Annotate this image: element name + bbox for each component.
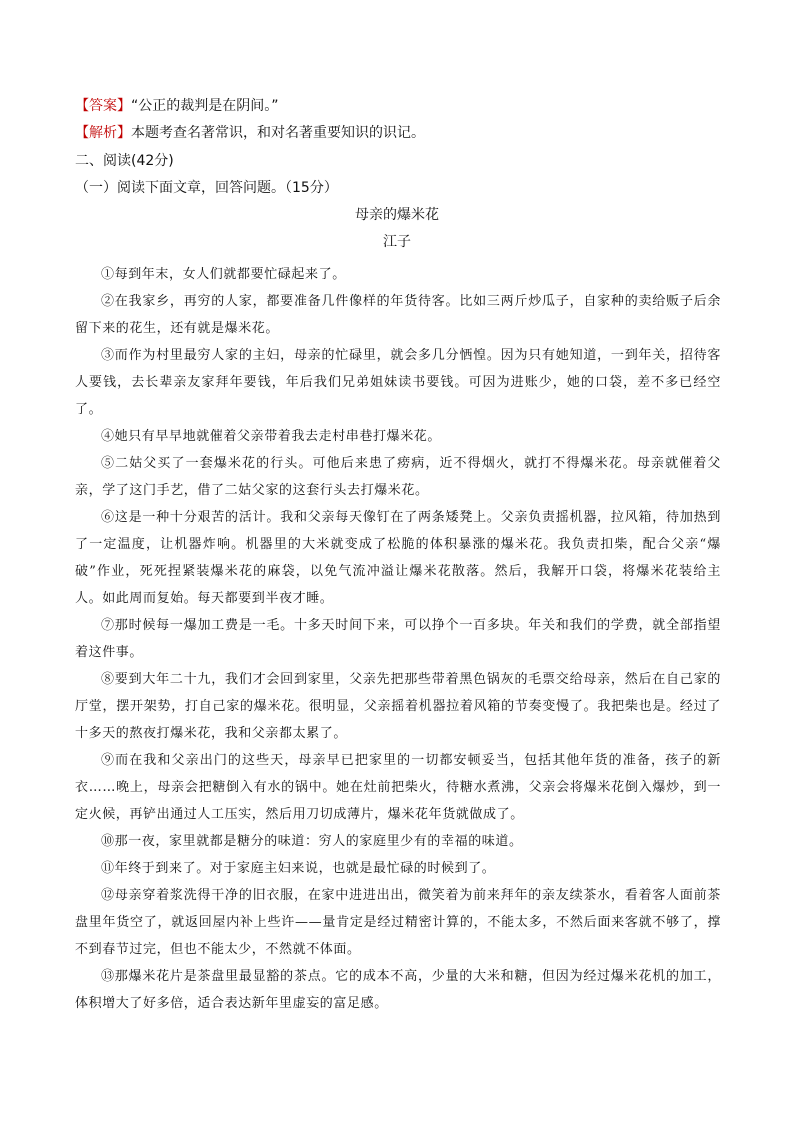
paragraph: ⑤二姑父买了一套爆米花的行头。可他后来患了痨病，近不得烟火，就打不得爆米花。母亲就催着父亲，学了这门手艺，借了二姑父家的这套行头去打爆米花。 bbox=[75, 456, 721, 498]
paragraph: ④她只有早早地就催着父亲带着我去走村串巷打爆米花。 bbox=[101, 429, 442, 444]
article-author: 江子 bbox=[383, 234, 411, 250]
reading-instruction: （一）阅读下面文章，回答问题。（15分） bbox=[75, 180, 338, 196]
analysis-text: 本题考查名著常识，和对名著重要知识的识记。 bbox=[131, 125, 425, 141]
analysis-tag: 【解析】 bbox=[75, 125, 131, 141]
article-title: 母亲的爆米花 bbox=[355, 207, 439, 223]
paragraph: ⑧要到大年二十九，我们才会回到家里，父亲先把那些带着黑色锅灰的毛票交给母亲，然后在自己家的厅堂，摆开架势，打自己家的爆米花。很明显，父亲摇着机器拉着风箱的节奏变慢了。我把柴也是。经过了十多天的熬夜打爆米花，我和父亲都太累了。 bbox=[75, 672, 721, 741]
paragraph: ①每到年末，女人们就都要忙碌起来了。 bbox=[101, 267, 346, 282]
paragraph: ③而作为村里最穷人家的主妇，母亲的忙碌里，就会多几分恓惶。因为只有她知道，一到年关，招待客人要钱，去长辈亲友家拜年要钱，年后我们兄弟姐妹读书要钱。可因为进账少，她的口袋，差不多已经空了。 bbox=[75, 348, 721, 417]
answer-tag: 【答案】 bbox=[75, 98, 131, 114]
paragraph: ⑥这是一种十分艰苦的活计。我和父亲每天像钉在了两条矮凳上。父亲负责摇机器，拉风箱，待加热到了一定温度，让机器炸响。机器里的大米就变成了松脆的体积暴涨的爆米花。我负责扣柴，配合父亲“爆破”作业，死死捏紧装爆米花的麻袋，以免气流冲溢让爆米花散落。然后，我解开口袋，将爆米花装给主人。如此周而复始。每天都要到半夜才睡。 bbox=[75, 510, 721, 606]
answer-line bbox=[75, 97, 279, 115]
paragraph: ⑨而在我和父亲出门的这些天，母亲早已把家里的一切都安顿妥当，包括其他年货的准备，孩子的新衣……晚上，母亲会把糖倒入有水的锅中。她在灶前把柴火，待糖水煮沸，父亲会将爆米花倒入爆炒，到一定火候，再铲出通过人工压实，然后用刀切成薄片，爆米花年货就做成了。 bbox=[75, 753, 721, 822]
analysis-line bbox=[75, 124, 425, 142]
paragraph: ⑫母亲穿着浆洗得干净的旧衣服，在家中进进出出，微笑着为前来拜年的亲友续茶水，看着客人面前茶盘里年货空了，就返回屋内补上些许——量肯定是经过精密计算的，不能太多，不然后面来客就不够了，撑不到春节过完，但也不能太少，不然就不体面。 bbox=[75, 888, 721, 957]
paragraph: ⑦那时候每一爆加工费是一毛。十多天时间下来，可以挣个一百多块。年关和我们的学费，就全部指望着这件事。 bbox=[75, 618, 721, 660]
article-body bbox=[75, 261, 721, 1017]
paragraph: ⑩那一夜，家里就都是糖分的味道：穷人的家庭里少有的幸福的味道。 bbox=[101, 834, 523, 849]
answer-text: “公正的裁判是在阴间。” bbox=[131, 98, 279, 114]
paragraph: ②在我家乡，再穷的人家，都要准备几件像样的年货待客。比如三两斤炒瓜子，自家种的卖给贩子后余留下来的花生，还有就是爆米花。 bbox=[75, 294, 721, 336]
section-heading: 二、阅读(42分) bbox=[75, 153, 174, 169]
paragraph: ⑬那爆米花片是茶盘里最显豁的茶点。它的成本不高，少量的大米和糖，但因为经过爆米花机的加工，体积增大了好多倍，适合表达新年里虚妄的富足感。 bbox=[75, 969, 721, 1011]
paragraph: ⑪年终于到来了。对于家庭主妇来说，也就是最忙碌的时候到了。 bbox=[101, 861, 496, 876]
